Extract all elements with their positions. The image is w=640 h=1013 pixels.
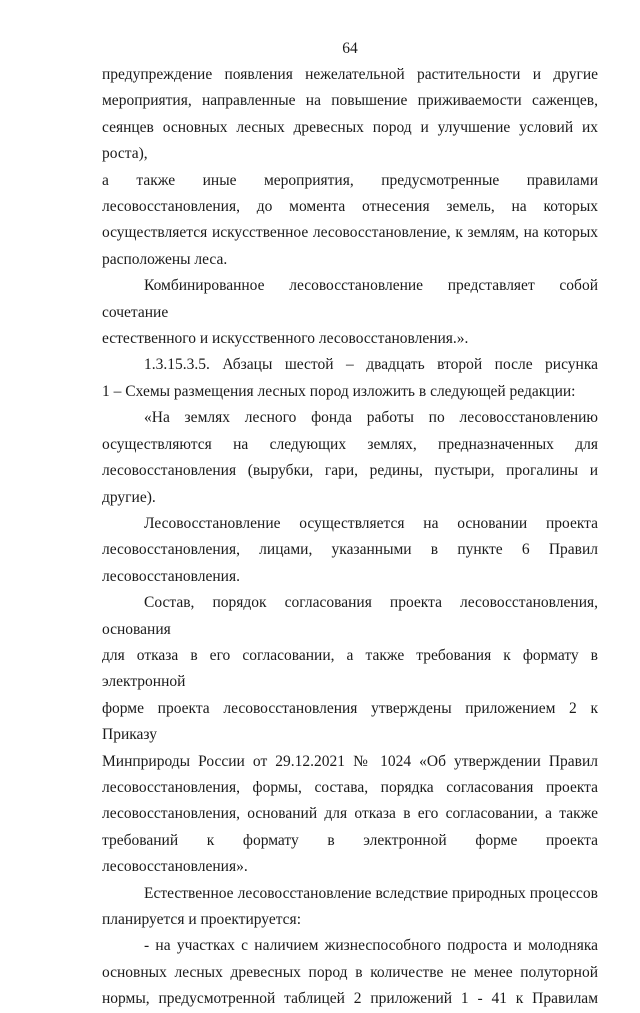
paragraph-line: Лесовосстановление осуществляется на основании проекта (144, 514, 598, 532)
paragraph-line: лесовосстановления, до момента отнесения земель, на которых (102, 198, 598, 216)
paragraph-line: лесовосстановления, формы, состава, порядка согласования проекта (102, 778, 598, 796)
paragraph-line: осуществляется искусственное лесовосстановление, к землям, на которых (102, 224, 598, 242)
paragraph-line: естественного и искусственного лесовосстановления.». (102, 330, 469, 348)
paragraph-line: лесовосстановления, оснований для отказа в его согласовании, а также (102, 805, 598, 823)
paragraph-line: лесовосстановления. (102, 567, 240, 585)
paragraph-line: 1.3.15.3.5. Абзацы шестой – двадцать второй после рисунка (144, 356, 598, 374)
paragraph-line: лесовосстановления, лицами, указанными в пункте 6 Правил (102, 541, 598, 559)
paragraph-line: для отказа в его согласовании, а также требования к формату в электронной (102, 646, 598, 691)
paragraph-line: нормы, предусмотренной таблицей 2 приложений 1 - 41 к Правилам (102, 990, 598, 1008)
paragraph-line: Комбинированное лесовосстановление представляет собой сочетание (102, 277, 598, 321)
document-body (102, 62, 598, 1013)
paragraph-line: планируется и проектируется: (102, 911, 301, 928)
paragraph-line: Естественное лесовосстановление вследствие природных процессов (144, 884, 598, 902)
paragraph-line: - на участках с наличием жизнеспособного подроста и молодняка (144, 937, 598, 955)
paragraph-line: а также иные мероприятия, предусмотренные правилами (102, 171, 598, 189)
paragraph-line: «На землях лесного фонда работы по лесовосстановлению (144, 409, 598, 427)
paragraph-line: предупреждение появления нежелательной растительности и другие (102, 66, 598, 83)
paragraph-line: сеянцев основных лесных древесных пород и улучшение условий их роста), (102, 118, 598, 163)
paragraph-line: расположены леса. (102, 250, 228, 268)
paragraph-line: форме проекта лесовосстановления утверждены приложением 2 к Приказу (102, 699, 598, 744)
paragraph-line: требований к формату в электронной форме проекта лесовосстановления». (102, 831, 598, 876)
paragraph-line: 1 – Схемы размещения лесных пород изложить в следующей редакции: (102, 382, 576, 400)
paragraph-line: лесовосстановления (вырубки, гари, редины, пустыри, прогалины и другие). (102, 462, 598, 506)
paragraph-line: осуществляются на следующих землях, предназначенных для (102, 435, 598, 453)
paragraph-line: основных лесных древесных пород в количестве не менее полуторной (102, 963, 598, 981)
paragraph-line: Состав, порядок согласования проекта лесовосстановления, основания (102, 594, 598, 638)
paragraph-line: Минприроды России от 29.12.2021 № 1024 «Об утверждении Правил (102, 752, 598, 770)
paragraph-line: мероприятия, направленные на повышение приживаемости саженцев, (102, 92, 598, 110)
page-number: 64 (342, 40, 358, 57)
